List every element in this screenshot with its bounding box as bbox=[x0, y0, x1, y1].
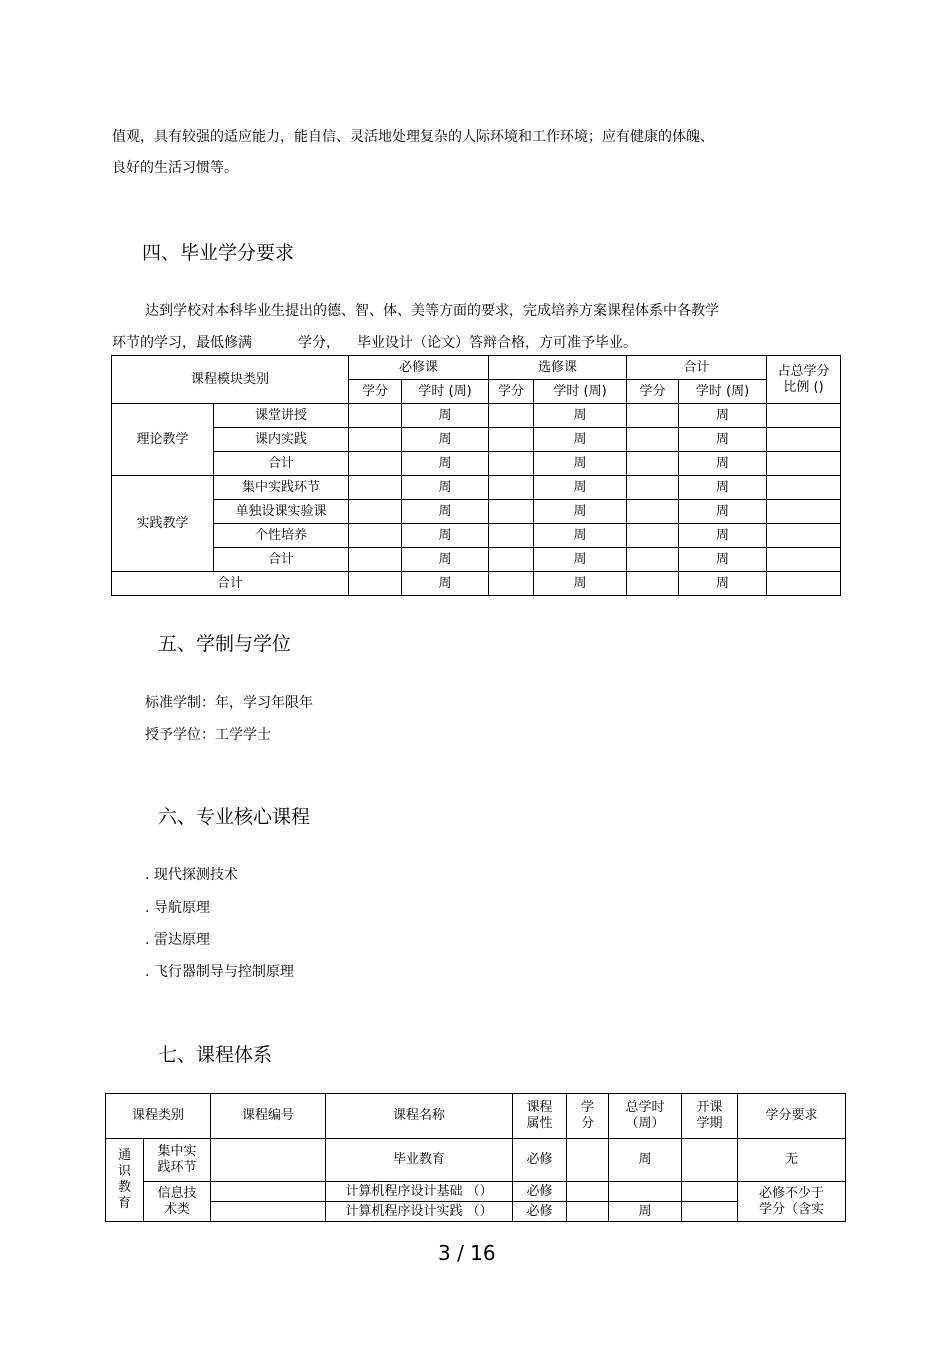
week-cell: 周 bbox=[534, 404, 627, 428]
group-practice: 实践教学 bbox=[112, 476, 214, 572]
row2-attr: 必修 bbox=[513, 1182, 567, 1202]
week-cell: 周 bbox=[679, 500, 767, 524]
week-cell: 周 bbox=[534, 500, 627, 524]
row-label: 合计 bbox=[214, 452, 349, 476]
week-cell: 周 bbox=[679, 428, 767, 452]
header-ratio bbox=[767, 356, 841, 404]
week-cell: 周 bbox=[679, 548, 767, 572]
core-course-item: . 雷达原理 bbox=[145, 932, 210, 948]
h-credit: 学分 bbox=[567, 1094, 609, 1139]
cat-practice bbox=[144, 1139, 211, 1182]
req-2-line1: 必修不少于 bbox=[759, 1185, 825, 1201]
section4-para-line1: 达到学校对本科毕业生提出的德、智、体、美等方面的要求，完成培养方案课程体系中各教学 bbox=[145, 303, 719, 319]
row3-name: 计算机程序设计实践 （） bbox=[326, 1202, 513, 1222]
row1-hours: 周 bbox=[609, 1139, 682, 1182]
week-cell: 周 bbox=[534, 428, 627, 452]
section5-heading: 五、学制与学位 bbox=[158, 633, 292, 655]
header-elective: 选修课 bbox=[489, 356, 627, 380]
core-course-item: . 导航原理 bbox=[145, 900, 210, 916]
cat-general-3: 教 bbox=[117, 1180, 131, 1195]
section5-line2: 授予学位：工学学士 bbox=[145, 727, 271, 743]
section5-line1: 标准学制：年，学习年限年 bbox=[145, 695, 313, 711]
credit-table bbox=[111, 355, 841, 596]
week-cell: 周 bbox=[679, 476, 767, 500]
course-table bbox=[105, 1093, 846, 1222]
cat-general-2: 识 bbox=[117, 1164, 131, 1179]
row-label: 集中实践环节 bbox=[214, 476, 349, 500]
row3-hours: 周 bbox=[609, 1202, 682, 1222]
week-cell: 周 bbox=[679, 572, 767, 596]
sub-hours: 学时 (周) bbox=[402, 380, 489, 404]
core-course-item: . 现代探测技术 bbox=[145, 867, 238, 883]
week-cell: 周 bbox=[402, 428, 489, 452]
section4-para-line2a: 环节的学习，最低修满 bbox=[112, 335, 252, 351]
row-label: 个性培养 bbox=[214, 524, 349, 548]
row-label: 合计 bbox=[214, 548, 349, 572]
cat-it-1: 信息技 bbox=[157, 1185, 197, 1201]
grand-total-label: 合计 bbox=[112, 572, 349, 596]
section4-para-line2c: 毕业设计（论文）答辩合格，方可准予毕业。 bbox=[357, 335, 637, 351]
row1-req: 无 bbox=[738, 1139, 846, 1182]
req-2 bbox=[738, 1182, 846, 1222]
h-req: 学分要求 bbox=[738, 1094, 846, 1139]
cat-practice-1: 集中实 bbox=[157, 1144, 197, 1159]
week-cell: 周 bbox=[402, 548, 489, 572]
row1-attr: 必修 bbox=[513, 1139, 567, 1182]
week-cell: 周 bbox=[679, 404, 767, 428]
row1-name: 毕业教育 bbox=[326, 1139, 513, 1182]
cat-it-2: 术类 bbox=[164, 1201, 191, 1217]
week-cell: 周 bbox=[534, 548, 627, 572]
h-attr: 课程属性 bbox=[513, 1094, 567, 1139]
sub-hours: 学时 (周) bbox=[679, 380, 767, 404]
h-code: 课程编号 bbox=[211, 1094, 326, 1139]
row2-name: 计算机程序设计基础 （） bbox=[326, 1182, 513, 1202]
cat-general-1: 通 bbox=[117, 1148, 131, 1163]
h-name: 课程名称 bbox=[326, 1094, 513, 1139]
section6-heading: 六、专业核心课程 bbox=[158, 806, 311, 828]
group-theory: 理论教学 bbox=[112, 404, 214, 476]
sub-hours: 学时 (周) bbox=[534, 380, 627, 404]
h-term: 开课学期 bbox=[682, 1094, 738, 1139]
week-cell: 周 bbox=[402, 404, 489, 428]
week-cell: 周 bbox=[402, 452, 489, 476]
week-cell: 周 bbox=[679, 452, 767, 476]
week-cell: 周 bbox=[402, 500, 489, 524]
section7-heading: 七、课程体系 bbox=[158, 1044, 273, 1066]
week-cell: 周 bbox=[402, 524, 489, 548]
row-label: 课堂讲授 bbox=[214, 404, 349, 428]
h-category: 课程类别 bbox=[106, 1094, 211, 1139]
cat-it bbox=[144, 1182, 211, 1222]
row-label: 课内实践 bbox=[214, 428, 349, 452]
section4-heading: 四、毕业学分要求 bbox=[142, 242, 295, 264]
week-cell: 周 bbox=[679, 524, 767, 548]
week-cell: 周 bbox=[534, 524, 627, 548]
sub-credit: 学分 bbox=[627, 380, 679, 404]
cat-general-4: 育 bbox=[117, 1196, 131, 1211]
week-cell: 周 bbox=[402, 572, 489, 596]
header-module: 课程模块类别 bbox=[112, 356, 349, 404]
week-cell: 周 bbox=[534, 476, 627, 500]
cat-general bbox=[106, 1139, 144, 1222]
week-cell: 周 bbox=[534, 572, 627, 596]
sub-credit: 学分 bbox=[489, 380, 534, 404]
row3-attr: 必修 bbox=[513, 1202, 567, 1222]
req-2-line2: 学分（含实 bbox=[759, 1201, 825, 1217]
h-hours: 总学时（周） bbox=[609, 1094, 682, 1139]
header-required: 必修课 bbox=[349, 356, 489, 380]
intro-line-2: 良好的生活习惯等。 bbox=[112, 160, 238, 176]
header-ratio-line2: 比例 () bbox=[783, 379, 824, 395]
core-course-item: . 飞行器制导与控制原理 bbox=[145, 964, 294, 980]
cat-practice-2: 践环节 bbox=[157, 1160, 197, 1175]
row-label: 单独设课实验课 bbox=[214, 500, 349, 524]
page-number: 3 / 16 bbox=[438, 1241, 496, 1265]
week-cell: 周 bbox=[402, 476, 489, 500]
header-total: 合计 bbox=[627, 356, 767, 380]
header-ratio-line1: 占总学分 bbox=[777, 363, 830, 379]
section4-para-line2b: 学分， bbox=[298, 335, 340, 351]
week-cell: 周 bbox=[534, 452, 627, 476]
intro-line-1: 值观，具有较强的适应能力，能自信、灵活地处理复杂的人际环境和工作环境；应有健康的体魄、 bbox=[112, 129, 714, 145]
sub-credit: 学分 bbox=[349, 380, 402, 404]
